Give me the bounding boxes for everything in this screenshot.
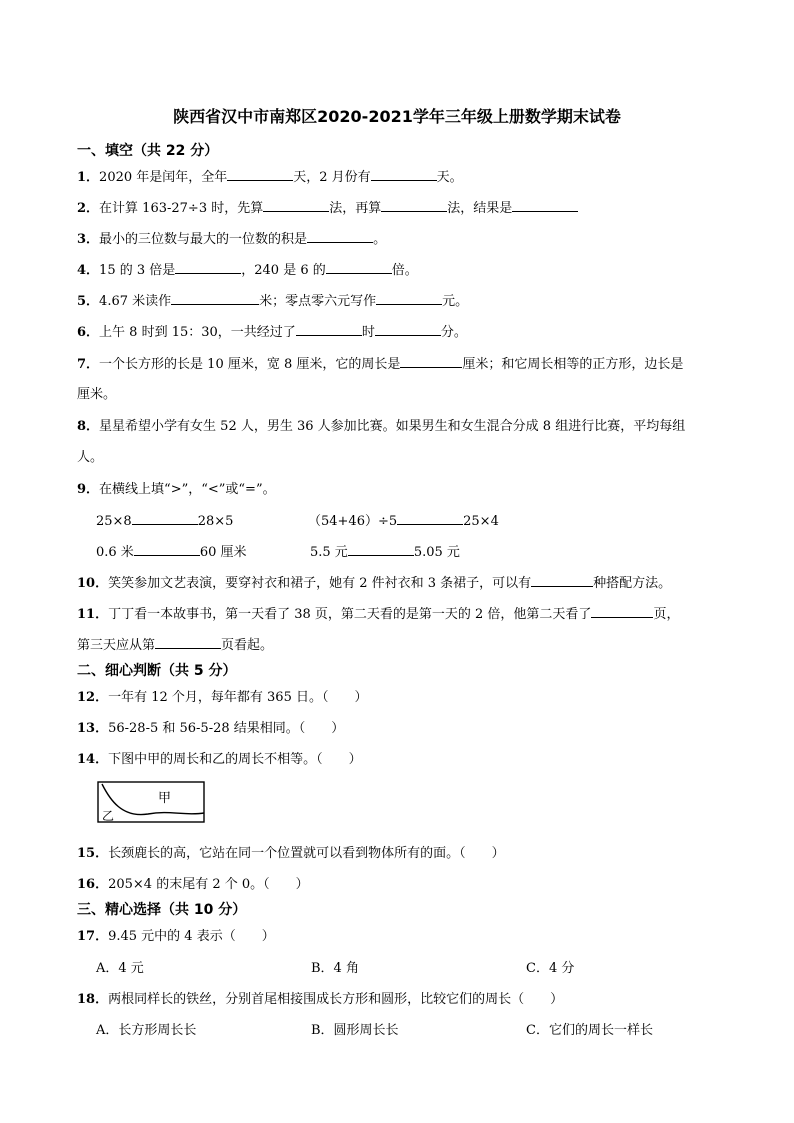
question-4 <box>77 259 418 278</box>
question-text: 星星希望小学有女生 52 人，男生 36 人参加比赛。如果男生和女生混合分成 8 组进行比赛，平均每组 <box>99 419 686 434</box>
question-text: 人。 <box>77 450 104 465</box>
answer-blank[interactable] <box>512 197 578 212</box>
figure-label-jia: 甲 <box>158 791 172 806</box>
question-text: 4.67 米读作 <box>99 294 172 309</box>
question-text: 在计算 163-27÷3 时，先算 <box>99 201 264 216</box>
option-b[interactable]: B．圆形周长长 <box>311 1023 399 1038</box>
compare-item <box>96 510 233 529</box>
answer-blank[interactable] <box>175 259 241 274</box>
question-text: 9.45 元中的 4 表示（ ） <box>108 929 275 944</box>
question-5 <box>77 290 468 309</box>
section-heading-judge: 二、细心判断（共 5 分） <box>77 663 237 679</box>
question-number: 13． <box>77 721 109 736</box>
question-17 <box>77 925 275 944</box>
question-text: 一个长方形的长是 10 厘米，宽 8 厘米，它的周长是 <box>99 357 401 372</box>
question-text: 法，再算 <box>329 201 382 216</box>
question-text: 笑笑参加文艺表演，要穿衬衣和裙子，她有 2 件衬衣和 3 条裙子，可以有 <box>108 576 532 591</box>
question-11 <box>77 603 679 622</box>
question-text: 页看起。 <box>221 638 274 653</box>
compare-right: 25×4 <box>463 514 499 529</box>
answer-blank[interactable] <box>376 290 442 305</box>
option-b[interactable]: B．4 角 <box>311 961 359 976</box>
question-text: 丁丁看一本故事书，第一天看了 38 页，第二天看的是第一天的 2 倍，他第二天看了 <box>108 607 592 622</box>
question-18 <box>77 988 563 1007</box>
question-text: 米；零点零六元写作 <box>259 294 377 309</box>
question-text: 最小的三位数与最大的一位数的积是 <box>99 232 308 247</box>
compare-left: 0.6 米 <box>96 545 134 560</box>
answer-blank[interactable] <box>375 321 441 336</box>
option-c[interactable]: C．它们的周长一样长 <box>526 1023 653 1038</box>
question-14 <box>77 748 362 767</box>
question-text: 上午 8 时到 15：30，一共经过了 <box>99 325 296 340</box>
question-text: 两根同样长的铁丝，分别首尾相接围成长方形和圆形，比较它们的周长（ ） <box>108 992 564 1007</box>
compare-item <box>96 541 247 560</box>
question-3 <box>77 228 386 247</box>
question-9 <box>77 478 276 497</box>
question-text: 法，结果是 <box>447 201 513 216</box>
question-16 <box>77 873 309 892</box>
question-number: 8． <box>77 419 100 434</box>
question-text: 。 <box>373 232 387 247</box>
question-8-continued <box>77 446 103 465</box>
answer-blank[interactable] <box>296 321 362 336</box>
question-15 <box>77 842 505 861</box>
question-number: 17． <box>77 929 109 944</box>
question-10 <box>77 572 671 591</box>
question-number: 16． <box>77 877 109 892</box>
question-text: 页， <box>653 607 680 622</box>
question-number: 2． <box>77 201 100 216</box>
question-text: ，240 是 6 的 <box>241 263 326 278</box>
question-11-continued <box>77 634 273 653</box>
answer-blank[interactable] <box>371 166 437 181</box>
question-7-continued <box>77 383 116 402</box>
answer-blank[interactable] <box>263 197 329 212</box>
answer-blank[interactable] <box>326 259 392 274</box>
answer-blank[interactable] <box>381 197 447 212</box>
question-text: 厘米；和它周长相等的正方形，边长是 <box>462 357 684 372</box>
question-12 <box>77 686 367 705</box>
question-text: 长颈鹿长的高，它站在同一个位置就可以看到物体所有的面。（ ） <box>108 846 505 861</box>
compare-right: 28×5 <box>197 514 234 529</box>
question-text: 元。 <box>442 294 469 309</box>
question-number: 15． <box>77 846 109 861</box>
question-number: 10． <box>77 576 109 591</box>
compare-right: 60 厘米 <box>199 545 247 560</box>
question-text: 时 <box>361 325 375 340</box>
question-text: 天。 <box>436 170 463 185</box>
compare-left: （54+46）÷5 <box>308 514 398 529</box>
answer-blank[interactable] <box>227 166 293 181</box>
answer-blank[interactable] <box>132 510 198 525</box>
question-7 <box>77 353 683 372</box>
question-6 <box>77 321 467 340</box>
question-text: 厘米。 <box>77 387 117 402</box>
answer-blank[interactable] <box>134 541 200 556</box>
question-text: 天，2 月份有 <box>293 170 371 185</box>
perimeter-figure <box>96 780 208 826</box>
answer-blank[interactable] <box>348 541 414 556</box>
question-text: 15 的 3 倍是 <box>99 263 176 278</box>
question-number: 9． <box>77 482 100 497</box>
answer-blank[interactable] <box>171 290 259 305</box>
answer-blank[interactable] <box>400 353 462 368</box>
answer-blank[interactable] <box>591 603 653 618</box>
section-heading-fill: 一、填空（共 22 分） <box>77 143 219 159</box>
question-text: 2020 年是闰年，全年 <box>99 170 228 185</box>
question-1 <box>77 166 463 185</box>
question-number: 11． <box>77 607 109 622</box>
figure-label-yi: 乙 <box>102 809 115 823</box>
question-number: 18． <box>77 992 109 1007</box>
compare-left: 25×8 <box>96 514 132 529</box>
answer-blank[interactable] <box>307 228 373 243</box>
question-number: 12． <box>77 690 109 705</box>
question-text: 下图中甲的周长和乙的周长不相等。（ ） <box>108 752 362 767</box>
option-c[interactable]: C．4 分 <box>526 961 575 976</box>
question-text: 在横线上填“>”，“<”或“=”。 <box>99 482 276 497</box>
option-a[interactable]: A．长方形周长长 <box>96 1023 197 1038</box>
section-heading-choice: 三、精心选择（共 10 分） <box>77 902 247 918</box>
question-number: 1． <box>77 170 100 185</box>
question-text: 第三天应从第 <box>77 638 156 653</box>
question-text: 56-28-5 和 56-5-28 结果相同。（ ） <box>108 721 345 736</box>
question-2 <box>77 197 578 216</box>
compare-item <box>308 510 499 529</box>
question-13 <box>77 717 344 736</box>
question-number: 4． <box>77 263 100 278</box>
answer-blank[interactable] <box>531 572 593 587</box>
question-text: 倍。 <box>391 263 418 278</box>
question-text: 一年有 12 个月，每年都有 365 日。（ ） <box>108 690 368 705</box>
question-text: 205×4 的末尾有 2 个 0。（ ） <box>108 877 309 892</box>
question-text: 种搭配方法。 <box>593 576 672 591</box>
question-number: 5． <box>77 294 100 309</box>
question-number: 6． <box>77 325 100 340</box>
compare-left: 5.5 元 <box>310 545 348 560</box>
question-number: 7． <box>77 357 100 372</box>
compare-right: 5.05 元 <box>413 545 460 560</box>
compare-item <box>310 541 460 560</box>
answer-blank[interactable] <box>397 510 463 525</box>
question-number: 14． <box>77 752 109 767</box>
figure-curve <box>102 784 204 815</box>
question-8 <box>77 415 685 434</box>
question-text: 分。 <box>440 325 467 340</box>
page-title: 陕西省汉中市南郑区2020-2021学年三年级上册数学期末试卷 <box>173 107 621 126</box>
question-number: 3． <box>77 232 100 247</box>
answer-blank[interactable] <box>155 634 221 649</box>
option-a[interactable]: A．4 元 <box>96 961 144 976</box>
